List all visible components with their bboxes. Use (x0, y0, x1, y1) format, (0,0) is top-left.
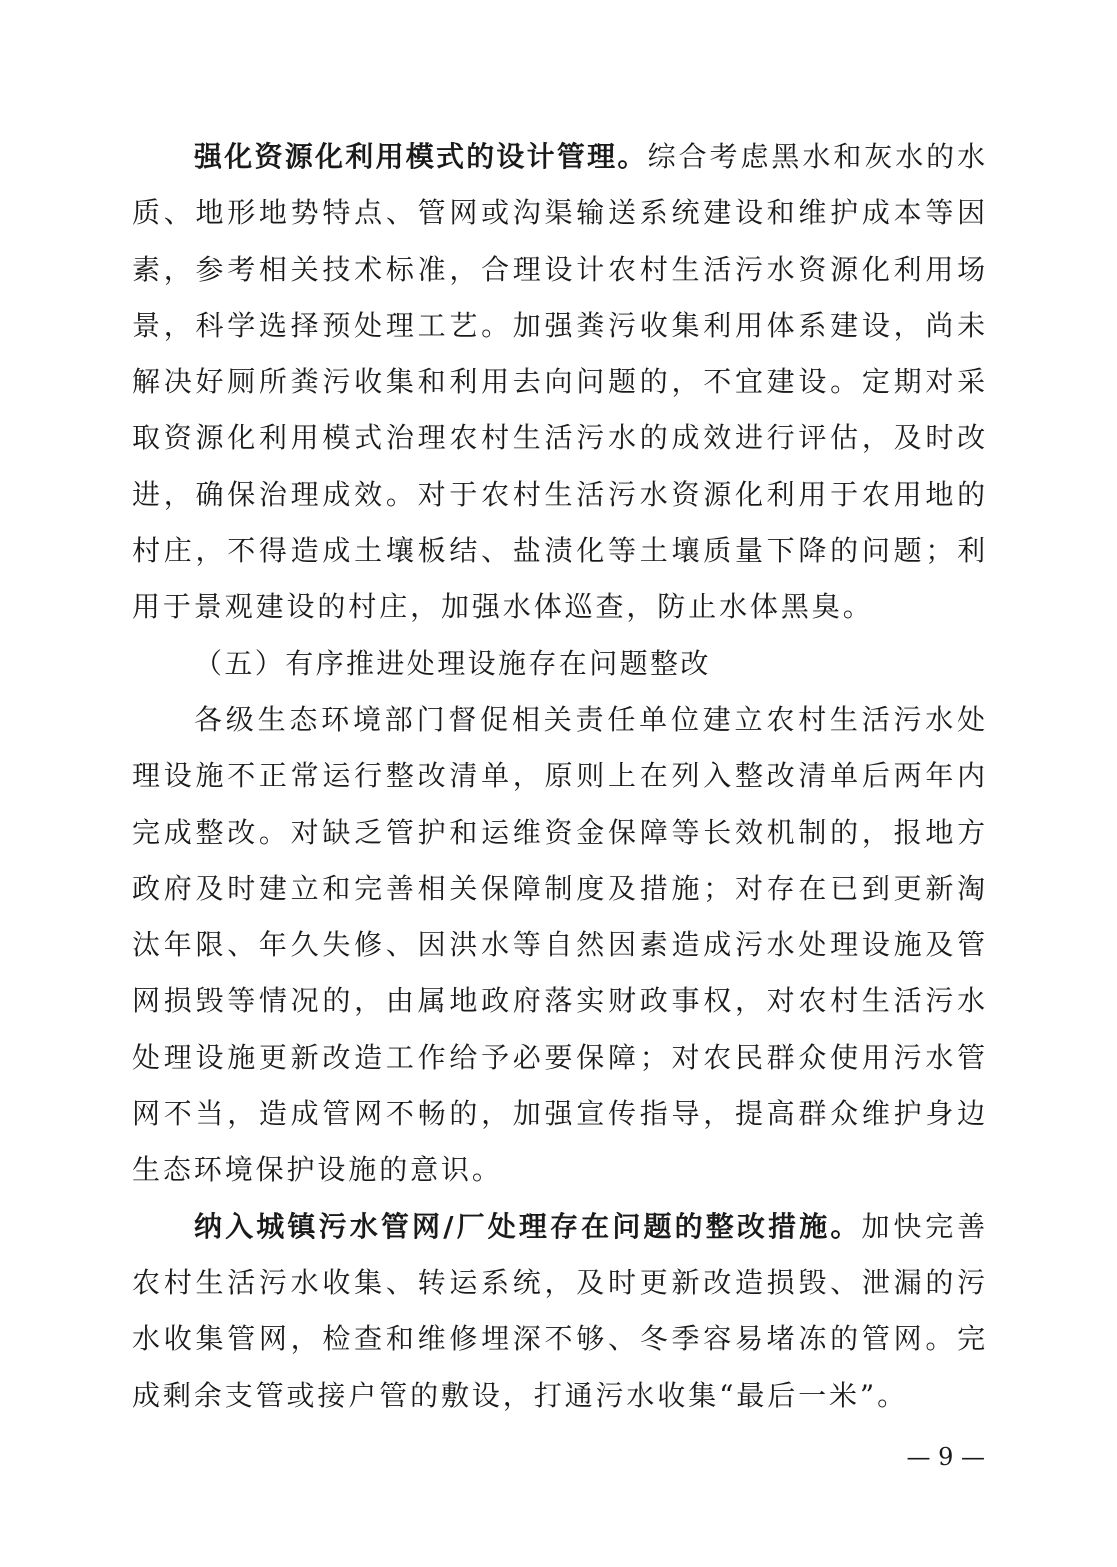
page-number: — 9 — (906, 1443, 985, 1471)
section-heading: （五）有序推进处理设施存在问题整改 (194, 646, 711, 680)
paragraph-rectification (132, 692, 988, 1199)
paragraph-text: 综合考虑黑水和灰水的水质、地形地势特点、管网或沟渠输送系统建设和维护成本等因素，参考相关技术标准，合理设计农村生活污水资源化利用场景，科学选择预处理工艺。加强粪污收集利用体系建设，尚未解决好厕所粪污收集和利用去向问题的，不宜建设。定期对采取资源化利用模式治理农村生活污水的成效进行评估，及时改进，确保治理成效。对于农村生活污水资源化利用于农用地的村庄，不得造成土壤板结、盐渍化等土壤质量下降的问题；利用于景观建设的村庄，加强水体巡查，防止水体黑臭。 (132, 140, 988, 624)
document-body (132, 129, 988, 1424)
paragraph-lead-bold: 纳入城镇污水管网/厂处理存在问题的整改措施。 (194, 1209, 862, 1243)
paragraph-urban-sewer-measures (132, 1199, 988, 1424)
paragraph-text: 加快完善农村生活污水收集、转运系统，及时更新改造损毁、泄漏的污水收集管网，检查和维修埋深不够、冬季容易堵冻的管网。完成剩余支管或接户管的敷设，打通污水收集“最后一米”。 (132, 1209, 988, 1412)
paragraph-text: 各级生态环境部门督促相关责任单位建立农村生活污水处理设施不正常运行整改清单，原则上在列入整改清单后两年内完成整改。对缺乏管护和运维资金保障等长效机制的，报地方政府及时建立和完善相关保障制度及措施；对存在已到更新淘汰年限、年久失修、因洪水等自然因素造成污水处理设施及管网损毁等情况的，由属地政府落实财政事权，对农村生活污水处理设施更新改造工作给予必要保障；对农民群众使用污水管网不当，造成管网不畅的，加强宣传指导，提高群众维护身边生态环境保护设施的意识。 (132, 702, 988, 1187)
paragraph-lead-bold: 强化资源化利用模式的设计管理。 (194, 140, 648, 173)
paragraph-design-management (132, 129, 988, 636)
